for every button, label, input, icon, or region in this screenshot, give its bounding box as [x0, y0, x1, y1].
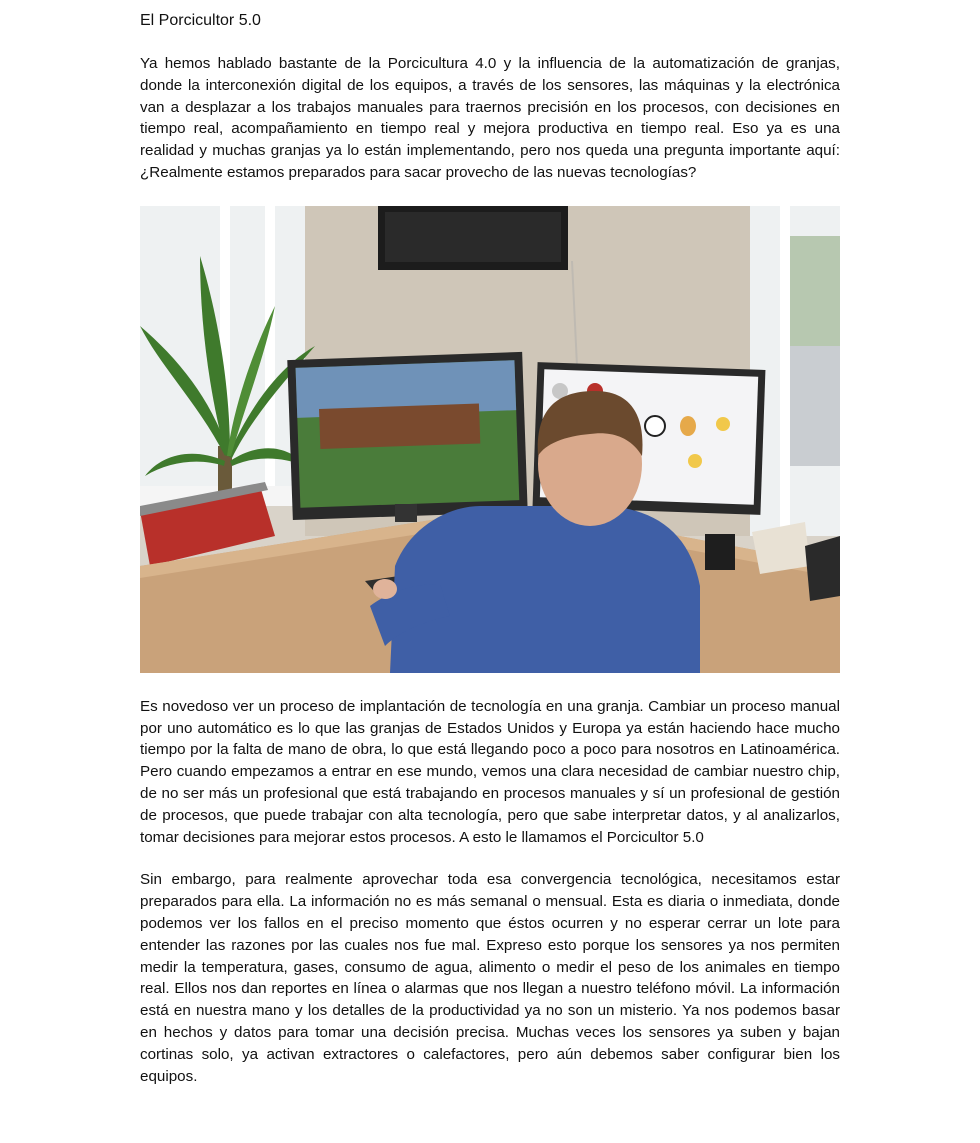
document-title: El Porcicultor 5.0	[140, 12, 261, 29]
paragraph-intro: Ya hemos hablado bastante de la Porcicultura 4.0 y la influencia de la automatización de granjas, donde la interconexión digital de los equipos, a través de los sensores, las máquinas y la electrónica van a desplazar a los trabajos manuales para traernos precisión en los procesos, con decisiones en tiempo real, acompañamiento en tiempo real y mejora productiva en tiempo real. Eso ya es una realidad y muchas granjas ya lo están implementando, pero nos queda una pregunta importante aquí: ¿Realmente estamos preparados para sacar provecho de las nuevas tecnologías?	[140, 55, 840, 181]
office-photo	[140, 206, 840, 673]
desk-phone	[805, 536, 840, 601]
office-photo-illustration	[140, 206, 840, 673]
pen-holder	[705, 534, 735, 570]
document-page	[140, 10, 840, 1087]
left-monitor	[287, 352, 527, 522]
paragraph-implementation: Es novedoso ver un proceso de implantación de tecnología en una granja. Cambiar un proceso manual por uno automático es lo que las granjas de Estados Unidos y Europa ya están haciendo hace mucho tiempo por la falta de mano de obra, lo que está llegando poco a poco para nosotros en Latinoamérica. Pero cuando empezamos a entrar en ese mundo, vemos una clara necesidad de cambiar nuestro chip, de no ser más un profesional que está trabajando en procesos manuales y sí un profesional de gestión de procesos, que puede trabajar con alta tecnología, pero que sabe interpretar datos, y al analizarlos, tomar decisiones para mejorar estos procesos. A esto le llamamos el Porcicultor 5.0	[140, 697, 840, 846]
paragraph-data: Sin embargo, para realmente aprovechar toda esa convergencia tecnológica, necesitamos estar preparados para ella. La información no es más semanal o mensual. Esta es diaria o inmediata, donde podemos ver los fallos en el preciso momento que éstos ocurren y no esperar cerrar un lote para entender las razones por las cuales nos fue mal. Expreso esto porque los sensores ya nos permiten medir la temperatura, gases, consumo de agua, alimento o medir el peso de los animales en tiempo real. Ellos nos dan reportes en línea o alarmas que nos llegan a nuestro teléfono móvil. La información está en nuestra mano y los detalles de la productividad ya no son un misterio. Ya nos podemos basar en hechos y datos para tomar una decisión precisa. Muchas veces los sensores ya suben y bajan cortinas solo, ya activan extractores o calefactores, pero aún debemos saber configurar bien los equipos.	[140, 871, 840, 1085]
